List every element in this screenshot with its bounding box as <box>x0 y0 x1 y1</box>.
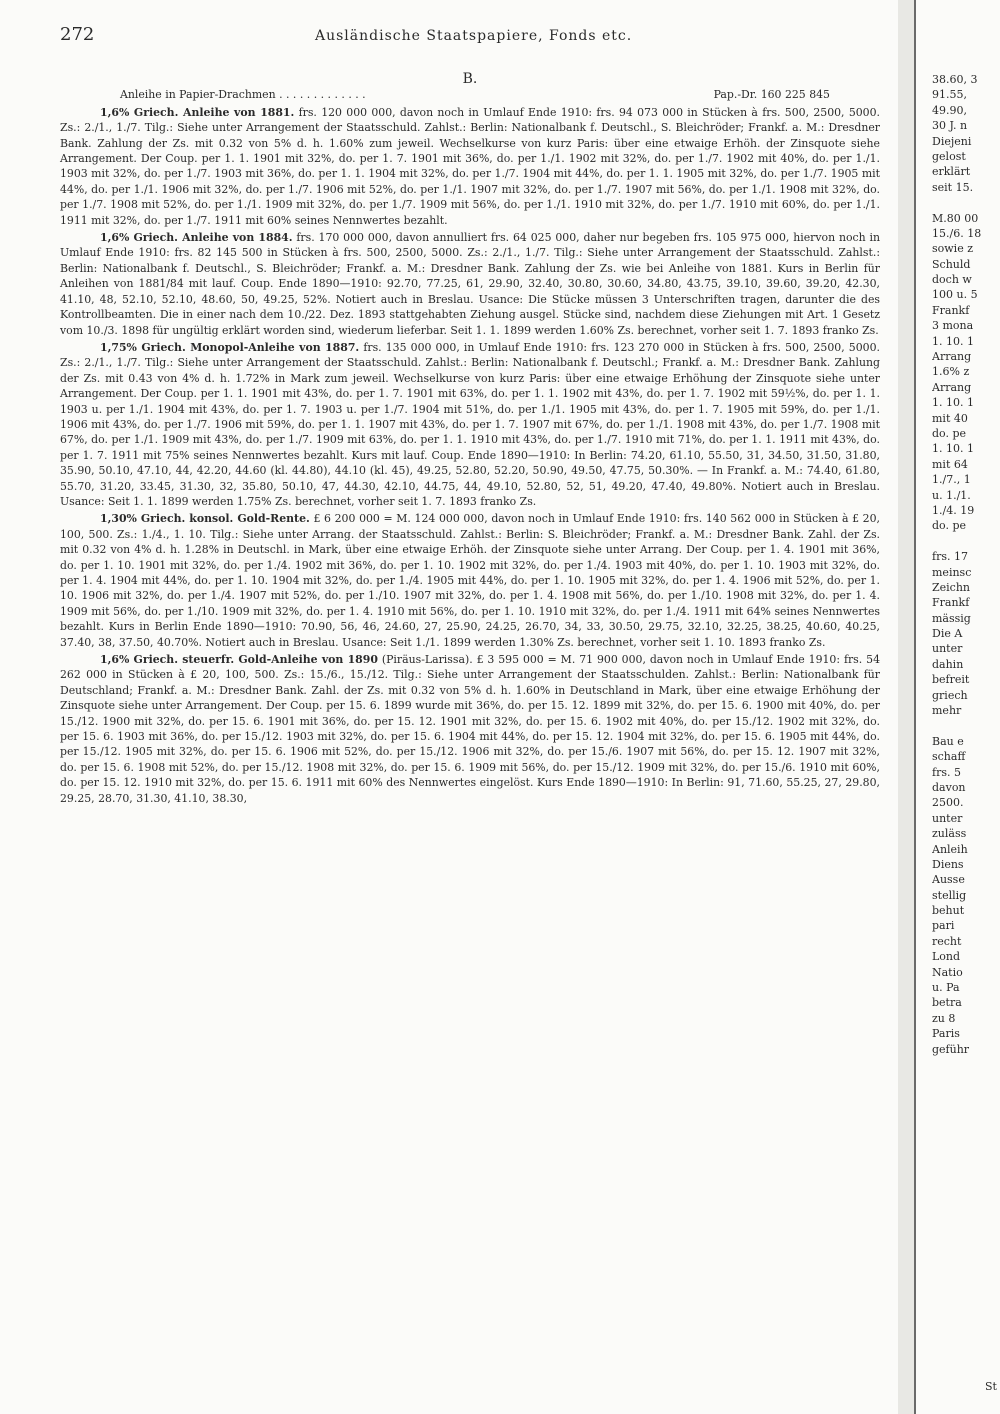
adjacent-line: 2500. <box>932 796 964 810</box>
entry-1884 <box>60 230 880 338</box>
adjacent-line: gelost <box>932 149 966 163</box>
adjacent-line: 38.60, 3 <box>932 73 978 86</box>
entry-body: £ 6 200 000 = M. 124 000 000, davon noch in Umlauf Ende 1910: frs. 140 562 000 in Stücken à £ 20, 100, 500. Zs.: 1./4., 1. 10. Tilg.: Siehe unter Arrang. der Staatsschuld. Zahlst.: Berlin: S. Bleichröder; Frankf. a. M.: Dresdner Bank. Zahl. der Zs. mit 0.32 von 4% d. h. 1.28% in Deutschl. in Mark, über eine etwaige Erhöh. der Zinsquote siehe unter Arrang. Der Coup. per 1. 4. 1901 mit 36%, do. per 1. 10. 1901 mit 32%, do. per 1./4. 1902 mit 36%, do. per 1. 10. 1902 mit 32%, do. per 1./4. 1903 mit 40%, do. per 1. 10. 1903 mit 32%, do. per 1. 4. 1904 mit 44%, do. per 1. 10. 1904 mit 32%, do. per 1./4. 1905 mit 44%, do. per 1. 10. 1905 mit 32%, do. per 1. 4. 1906 mit 52%, do. per 1. 10. 1906 mit 32%, do. per 1./4. 1907 mit 52%, do. per 1./10. 1907 mit 32%, do. per 1. 4. 1908 mit 56%, do. per 1./10. 1908 mit 32%, do. per 1. 4. 1909 mit 56%, do. per 1./10. 1909 mit 32%, do. per 1. 4. 1910 mit 56%, do. per 1. 10. 1910 mit 32%, do. per 1./4. 1911 mit 64% seines Nennwertes bezahlt. Kurs in Berlin Ende 1890—1910: 70.90, 56, 46, 24.60, 27, 25.90, 24.25, 26.70, 34, 33, 30.50, 29.75, 32.10, 32.25, 38.25, 40.60, 40.25, 37.40, 38, 37.50, 40.70%. Notiert auch in Breslau. Usance: Seit 1./1. 1899 werden 1.30% Zs. berechnet, vorher seit 1. 10. 1893 franko Zs. <box>60 512 881 649</box>
page-header <box>60 18 880 52</box>
adjacent-line: frs. 17 <box>932 550 968 564</box>
adjacent-line: 3 mona <box>932 319 974 333</box>
adjacent-line: Ausse <box>932 873 965 887</box>
adjacent-line: 49.90, <box>932 103 967 117</box>
entry-1881 <box>60 105 880 228</box>
adjacent-line: behut <box>932 904 965 918</box>
adjacent-line: 15./6. 18 <box>932 226 982 240</box>
entry-1887 <box>60 340 880 509</box>
adjacent-line: zuläss <box>932 827 967 841</box>
adjacent-line: befreit <box>932 673 970 687</box>
adjacent-line: griech <box>932 688 968 702</box>
adjacent-line <box>932 718 1000 733</box>
adjacent-line: dahin <box>932 657 964 671</box>
adjacent-line: 1. 10. 1 <box>932 442 974 456</box>
adjacent-line: doch w <box>932 273 972 287</box>
adjacent-line: Zeichn <box>932 580 971 594</box>
adjacent-line: 1. 10. 1 <box>932 334 974 348</box>
adjacent-line: zu 8 <box>932 1011 956 1025</box>
adjacent-line: pari <box>932 919 955 933</box>
adjacent-line: u. 1./1. <box>932 488 971 502</box>
adjacent-line: seit 15. <box>932 180 974 194</box>
adjacent-line: Frankf <box>932 303 970 317</box>
adjacent-line: Bau e <box>932 734 964 748</box>
adjacent-line: sowie z <box>932 242 974 256</box>
adjacent-line: Natio <box>932 965 963 979</box>
adjacent-line: geführ <box>932 1042 970 1056</box>
adjacent-line: Lond <box>932 950 961 964</box>
entry-body: frs. 135 000 000, in Umlauf Ende 1910: frs. 123 270 000 in Stücken à frs. 500, 2500, 5000. Zs.: 2./1., 1./7. Tilg.: Siehe unter Arrangement der Staatsschuld. Zahlst.: Berlin: Nationalbank f. Deutschl.; Frankf. a. M.: Dresdner Bank. Zahlung der Zs. mit 0.43 von 4% d. h. 1.72% in Mark zum jeweil. Wechselkurse von kurz Paris: über eine etwaige Erhöhung der Zinsquote siehe unter Arrangement. Der Coup. per 1. 1. 1901 mit 43%, do. per 1. 7. 1901 mit 63%, do. per 1. 1. 1902 mit 43%, do. per 1. 7. 1902 mit 59½%, do. per 1. 1. 1903 u. per 1./1. 1904 mit 43%, do. per 1. 7. 1903 u. per 1./7. 1904 mit 51%, do. per 1./1. 1905 mit 43%, do. per 1. 7. 1905 mit 59%, do. per 1./1. 1906 mit 43%, do. per 1./7. 1906 mit 59%, do. per 1. 1. 1907 mit 43%, do. per 1. 7. 1907 mit 67%, do. per 1./1. 1908 mit 43%, do. per 1./7. 1908 mit 67%, do. per 1./1. 1909 mit 43%, do. per 1./7. 1909 mit 63%, do. per 1. 1. 1910 mit 43%, do. per 1./7. 1910 mit 71%, do. per 1. 1. 1911 mit 43%, do. per 1. 7. 1911 mit 75% seines Nennwertes bezahlt. Kurs mit lauf. Coup. Ende 1890—1910: In Berlin: 74.20, 61.10, 55.50, 31, 34.50, 31.50, 31.80, 35.90, 50.10, 47.10, 44, 42.20, 44.60 (kl. 44.80), 44.10 (kl. 45), 49.25, 52.80, 52.20, 50.90, 49.50, 47.75, 50.30%. — In Frankf. a. M.: 74.40, 61.80, 55.70, 31.20, 33.45, 31.30, 32, 35.80, 50.10, 47, 44.30, 42.10, 44.75, 44, 49.10, 52.80, 52, 51, 49.20, 47.40, 49.80%. Notiert auch in Breslau. Usance: Seit 1. 1. 1899 werden 1.75% Zs. berechnet, vorher seit 1. 7. 1893 franko Zs. <box>60 340 881 508</box>
adjacent-line: erklärt <box>932 165 971 179</box>
adjacent-line: Arrang <box>932 350 972 364</box>
adjacent-line: mehr <box>932 704 962 718</box>
entry-heading: 1,6% Griech. steuerfr. Gold-Anleihe von 1890 <box>100 653 378 667</box>
contents-label: Anleihe in Papier-Drachmen . . . . . . . . . . . . . <box>120 88 366 102</box>
gutter-rule <box>914 0 916 1414</box>
adjacent-line: do. pe <box>932 426 967 440</box>
adjacent-line: 1./4. 19 <box>932 503 975 517</box>
section-letter: B. <box>462 71 478 87</box>
adjacent-line: do. pe <box>932 519 967 533</box>
adjacent-line: Die A <box>932 627 963 641</box>
adjacent-line: mit 64 <box>932 457 968 471</box>
entry-body: frs. 120 000 000, davon noch in Umlauf Ende 1910: frs. 94 073 000 in Stücken à frs. 500, 2500, 5000. Zs.: 2./1., 1./7. Tilg.: Siehe unter Arrangement der Staatsschuld. Zahlst.: Berlin: Nationalbank f. Deutschl., S. Bleichröder; Frankf. a. M.: Dresdner Bank. Zahlung der Zs. mit 0.32 von 5% d. h. 1.60% zum jeweil. Wechselkurse von kurz Paris: über eine etwaige Erhöh. der Zinsquote siehe Arrangement. Der Coup. per 1. 1. 1901 mit 32%, do. per 1. 7. 1901 mit 36%, do. per 1./1. 1902 mit 32%, do. per 1./7. 1902 mit 40%, do. per 1./1. 1903 mit 32%, do. per 1./7. 1903 mit 36%, do. per 1. 1. 1904 mit 32%, do. per 1./7. 1904 mit 44%, do. per 1. 1. 1905 mit 32%, do. per 1./7. 1905 mit 44%, do. per 1./1. 1906 mit 32%, do. per 1./7. 1906 mit 52%, do. per 1./1. 1907 mit 32%, do. per 1./7. 1907 mit 56%, do. per 1./1. 1908 mit 32%, do. per 1./7. 1908 mit 52%, do. per 1./1. 1909 mit 32%, do. per 1./7. 1909 mit 56%, do. per 1./1. 1910 mit 32%, do. per 1./7. 1910 mit 60%, do. per 1./1. 1911 mit 32%, do. per 1./7. 1911 mit 60% seines Nennwertes bezahlt. <box>60 105 881 227</box>
adjacent-line: Anleih <box>932 842 968 856</box>
adjacent-line: mit 40 <box>932 411 968 425</box>
running-head: Ausländische Staatspapiere, Fonds etc. <box>315 28 633 44</box>
adjacent-line: Frankf <box>932 596 970 610</box>
adjacent-line <box>932 195 1000 210</box>
adjacent-line: Arrang <box>932 380 972 394</box>
entry-heading: 1,75% Griech. Monopol-Anleihe von 1887. <box>100 340 360 354</box>
adjacent-line: stellig <box>932 888 967 902</box>
bottom-fragment: St <box>985 1380 997 1393</box>
entry-heading: 1,6% Griech. Anleihe von 1881. <box>100 105 295 119</box>
adjacent-page-column <box>932 72 1000 1402</box>
adjacent-line <box>932 534 1000 549</box>
adjacent-line: Paris <box>932 1027 960 1041</box>
contents-line <box>60 87 880 102</box>
contents-value: Pap.-Dr. 160 225 845 <box>713 88 830 102</box>
entry-body: (Piräus-Larissa). £ 3 595 000 = M. 71 900 000, davon noch in Umlauf Ende 1910: frs. 54 262 000 in Stücken à £ 20, 100, 500. Zs.: 15./6., 15./12. Tilg.: Siehe unter Arrangement der Staatsschulden. Zahlst.: Berlin: Nationalbank für Deutschland; Frankf. a. M.: Dresdner Bank. Zahl. der Zs. mit 0.32 von 5% d. h. 1.60% in Deutschland in Mark, über eine etwaige Erhöhung der Zinsquote siehe unter Arrangement. Der Coup. per 15. 6. 1899 wurde mit 36%, do. per 15. 12. 1899 mit 32%, do. per 15. 6. 1900 mit 40%, do. per 15./12. 1900 mit 32%, do. per 15. 6. 1901 mit 36%, do. per 15. 12. 1901 mit 32%, do. per 15. 6. 1902 mit 40%, do. per 15./12. 1902 mit 32%, do. per 15. 6. 1903 mit 36%, do. per 15./12. 1903 mit 32%, do. per 15. 6. 1904 mit 44%, do. per 15. 12. 1904 mit 32%, do. per 15. 6. 1905 mit 44%, do. per 15./12. 1905 mit 32%, do. per 15. 6. 1906 mit 52%, do. per 15./12. 1906 mit 32%, do. per 15./6. 1907 mit 56%, do. per 15. 12. 1907 mit 32%, do. per 15. 6. 1908 mit 52%, do. per 15./12. 1908 mit 32%, do. per 15. 6. 1909 mit 56%, do. per 15./12. 1909 mit 32%, do. per 15./6. 1910 mit 60%, do. per 15. 12. 1910 mit 32%, do. per 15. 6. 1911 mit 60% des Nennwertes eingelöst. Kurs Ende 1890—1910: In Berlin: 91, 71.60, 55.25, 27, 29.80, 29.25, 28.70, 31.30, 41.10, 38.30, <box>60 653 880 805</box>
adjacent-line: u. Pa <box>932 981 960 995</box>
entry-body: frs. 170 000 000, davon annulliert frs. 64 025 000, daher nur begeben frs. 105 975 000, hiervon noch in Umlauf Ende 1910: frs. 82 145 500 in Stücken à frs. 500, 2500, 5000. Zs.: 2./1., 1./7. Tilg.: Siehe unter Arrangement der Staatsschuld. Zahlst.: Berlin: Nationalbank f. Deutschl., S. Bleichröder; Frankf. a. M.: Dresdner Bank. Zahlung der Zs. wie bei Anleihe von 1881. Kurs in Berlin für Anleihen von 1881/84 mit lauf. Coup. Ende 1890—1910: 92.70, 77.25, 61, 29.90, 32.40, 30.80, 30.60, 34.80, 43.75, 39.10, 39.60, 39.20, 42.30, 41.10, 48, 52.10, 52.10, 48.60, 50, 49.25, 52%. Notiert auch in Breslau. Usance: Die Stücke müssen 3 Unterschriften tragen, darunter die des Kontrollbeamten. Die in einer nach dem 10./22. Dez. 1893 stattgehabten Ziehung ausgel. Stücke sind, nachdem diese Ziehungen mit Art. 1 Gesetz vom 10./3. 1898 für ungültig erklärt worden sind, wiederum lieferbar. Seit 1. 1. 1899 werden 1.60% Zs. berechnet, vorher seit 1. 7. 1893 franko Zs. <box>60 231 880 337</box>
adjacent-line: meinsc <box>932 565 972 579</box>
adjacent-line: 30 J. n <box>932 119 968 133</box>
adjacent-line: 91.55, <box>932 88 967 102</box>
adjacent-line: 1.6% z <box>932 365 970 379</box>
adjacent-line: Schuld <box>932 257 971 271</box>
adjacent-line: 1. 10. 1 <box>932 396 974 410</box>
adjacent-line: Diens <box>932 857 964 871</box>
adjacent-line: frs. 5 <box>932 765 961 779</box>
adjacent-line: davon <box>932 780 966 794</box>
entry-1890 <box>60 652 880 806</box>
adjacent-line: mässig <box>932 611 971 625</box>
entry-gold-rente <box>60 511 880 650</box>
page-number: 272 <box>60 24 95 45</box>
main-column <box>60 72 880 1412</box>
gutter-shadow <box>898 0 914 1414</box>
entry-heading: 1,30% Griech. konsol. Gold-Rente. <box>100 512 310 526</box>
adjacent-line: recht <box>932 934 962 948</box>
adjacent-line: 1./7., 1 <box>932 473 971 487</box>
adjacent-line: Diejeni <box>932 134 972 148</box>
adjacent-line: M.80 00 <box>932 211 979 225</box>
adjacent-line: unter <box>932 642 963 656</box>
adjacent-line: betra <box>932 996 962 1010</box>
entry-heading: 1,6% Griech. Anleihe von 1884. <box>100 231 293 245</box>
adjacent-line: unter <box>932 811 963 825</box>
adjacent-line: schaff <box>932 750 966 764</box>
adjacent-line: 100 u. 5 <box>932 288 978 302</box>
